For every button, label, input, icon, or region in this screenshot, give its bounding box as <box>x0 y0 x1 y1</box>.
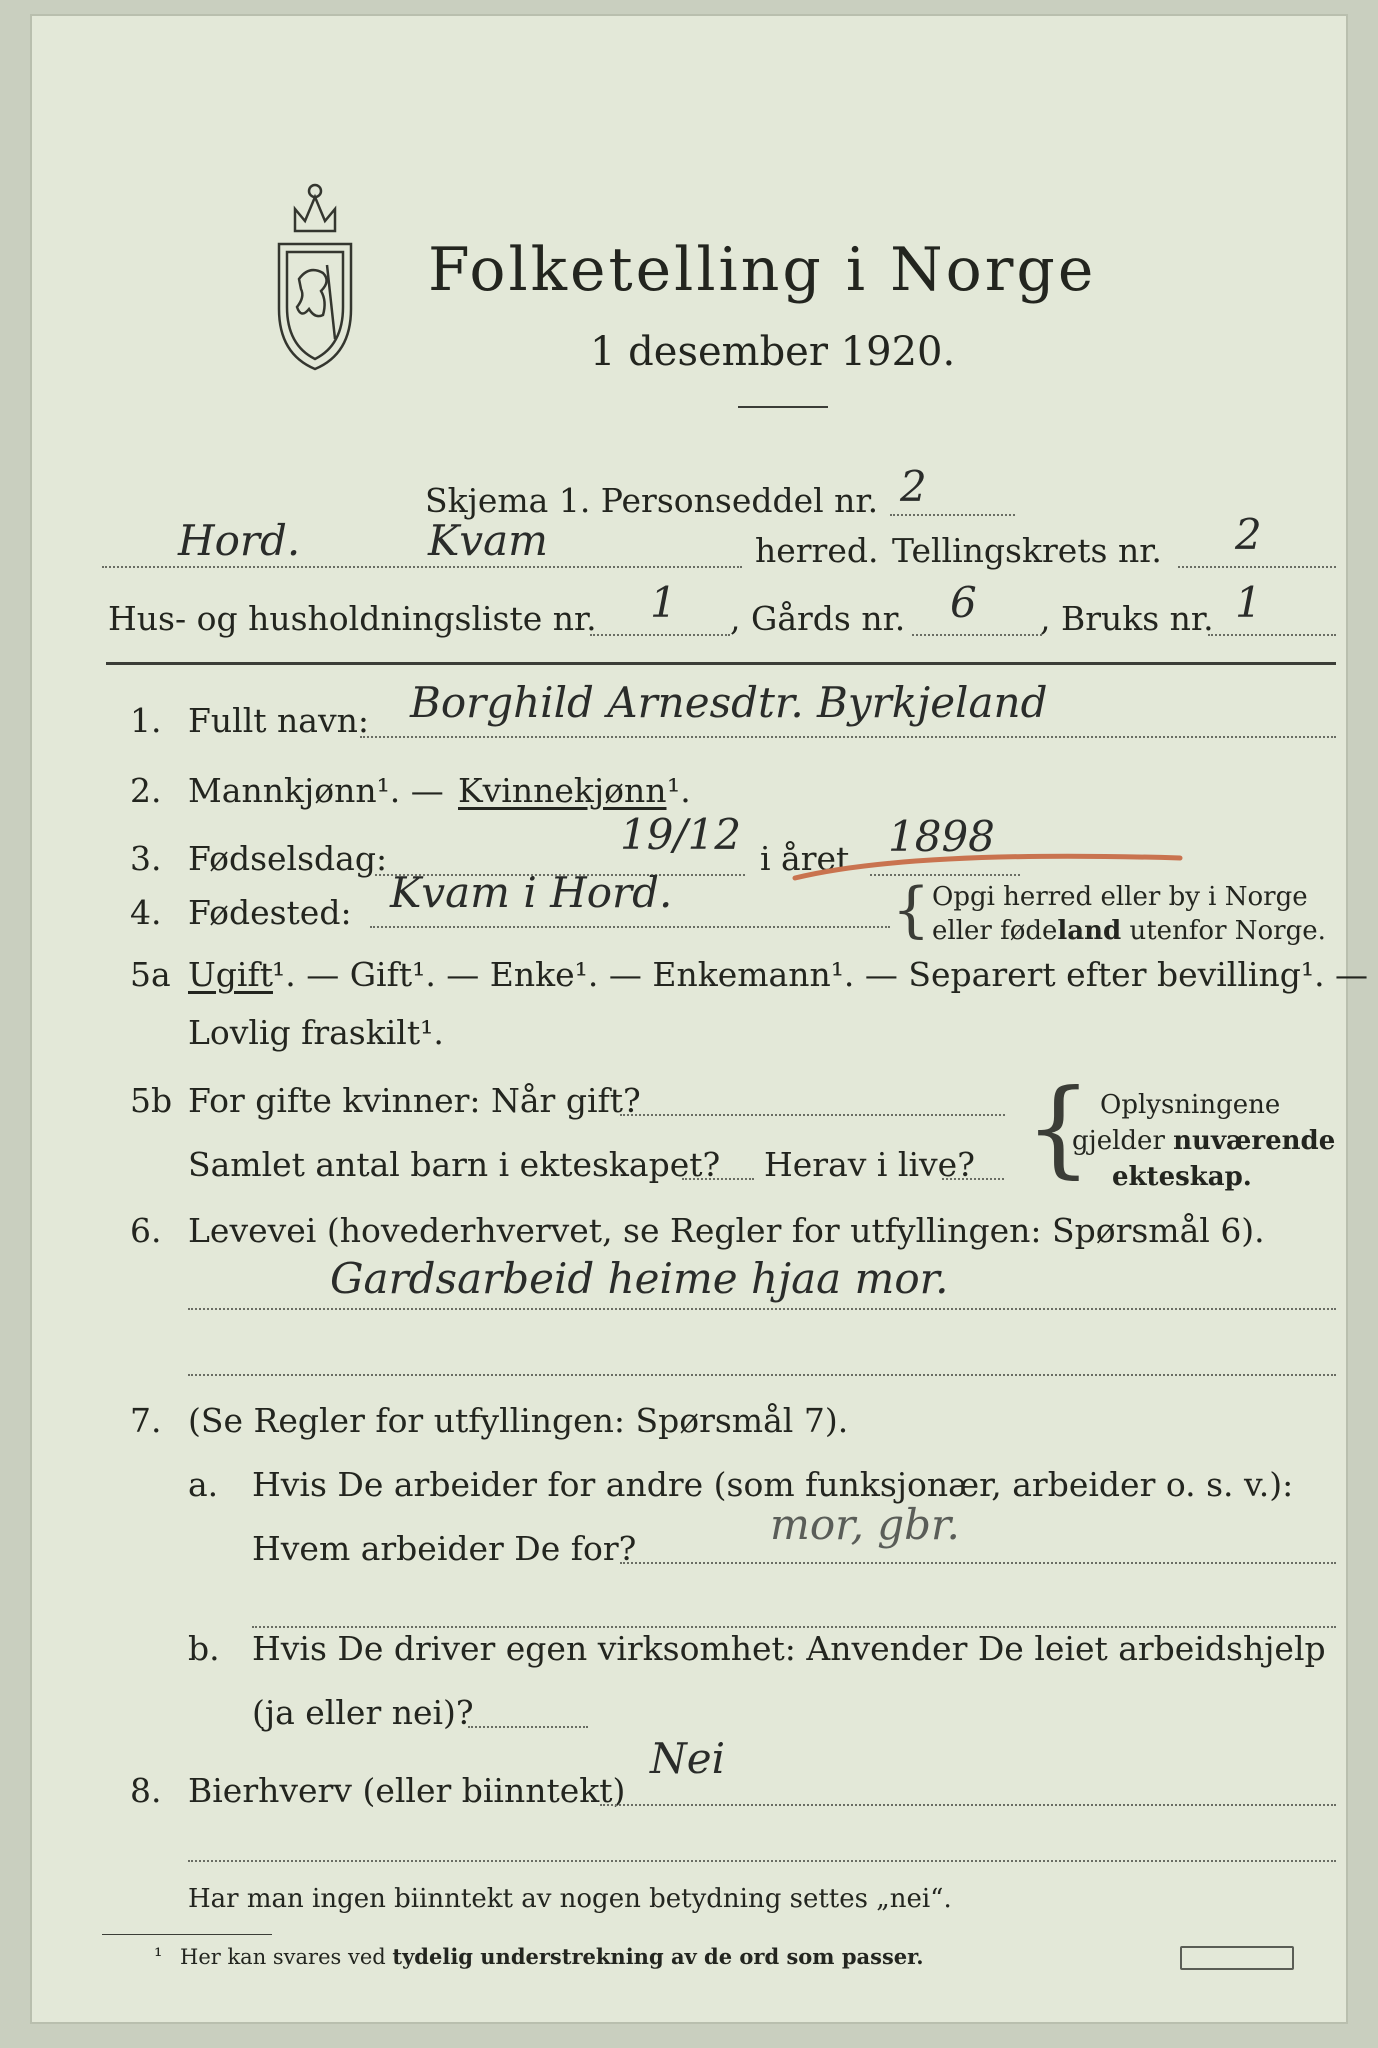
footnote-mark: ¹ <box>154 1944 163 1968</box>
q2-male-option[interactable]: Mannkjønn¹. — <box>188 771 444 810</box>
hus-line <box>590 634 730 636</box>
gards-number[interactable]: 6 <box>950 578 977 627</box>
tellingskrets-number[interactable]: 2 <box>1235 510 1262 559</box>
skjema-label: Skjema 1. Personseddel nr. <box>425 481 879 520</box>
q5b-note-line3: ekteskap. <box>1112 1162 1252 1192</box>
hus-label: Hus- og husholdningsliste nr. <box>108 599 597 638</box>
page-title: Folketelling i Norge <box>428 235 1097 305</box>
occupation-line-2 <box>188 1374 1336 1376</box>
birthplace-line <box>370 926 890 928</box>
q7-number: 7. <box>130 1401 162 1440</box>
q7b-label: Hvis De driver egen virksomhet: Anvender De leiet arbeidshjelp <box>252 1629 1326 1668</box>
q5a-number: 5a <box>130 955 171 994</box>
q2-number: 2. <box>130 771 162 810</box>
bruks-line <box>1208 634 1336 636</box>
herred-label: herred. <box>755 531 879 570</box>
personseddel-line <box>890 514 1015 516</box>
q3-number: 3. <box>130 839 162 878</box>
q4-label: Fødested: <box>188 893 352 932</box>
q7a-letter: a. <box>188 1465 219 1504</box>
q1-label: Fullt navn: <box>188 701 369 740</box>
side-income-line-2 <box>188 1860 1336 1862</box>
header-divider <box>106 662 1336 665</box>
birth-year-value[interactable]: 1898 <box>888 812 995 861</box>
q1-number: 1. <box>130 701 162 740</box>
herred-name[interactable]: Kvam <box>428 516 548 565</box>
birthday-value[interactable]: 19/12 <box>620 810 742 859</box>
q7b-letter: b. <box>188 1629 220 1668</box>
occupation-value[interactable]: Gardsarbeid heime hjaa mor. <box>330 1254 949 1303</box>
q7-label: (Se Regler for utfyllingen: Spørsmål 7). <box>188 1401 849 1440</box>
bruks-number[interactable]: 1 <box>1235 578 1262 627</box>
q8-label: Bierhverv (eller biinntekt) <box>188 1771 626 1810</box>
q7a-employer-label: Hvem arbeider De for? <box>252 1529 637 1568</box>
herred-line <box>102 566 742 568</box>
q7a-label: Hvis De arbeider for andre (som funksjonær, arbeider o. s. v.): <box>252 1465 1294 1504</box>
q5a-line2[interactable]: Lovlig fraskilt¹. <box>188 1013 444 1052</box>
gards-line <box>912 634 1042 636</box>
footnote-text: Her kan svares ved tydelig understrekning av de ord som passer. <box>180 1944 924 1969</box>
herred-county[interactable]: Hord. <box>178 516 301 565</box>
side-income-line <box>600 1804 1336 1806</box>
q5a-ugift-option[interactable]: Ugift <box>188 955 273 994</box>
employer-line-2 <box>252 1626 1336 1628</box>
no-income-note: Har man ingen biinntekt av nogen betydning settes „nei“. <box>188 1884 952 1914</box>
q7b-answer-label: (ja eller nei)? <box>252 1693 474 1732</box>
full-name-value[interactable]: Borghild Arnesdtr. Byrkjeland <box>410 678 1048 727</box>
married-date-line <box>620 1114 1005 1116</box>
own-business-line <box>468 1726 588 1728</box>
personseddel-number[interactable]: 2 <box>900 462 927 511</box>
q6-number: 6. <box>130 1211 162 1250</box>
tellingskrets-line <box>1178 566 1336 568</box>
q3-year-label: i året <box>760 839 850 878</box>
alive-line <box>942 1178 1004 1180</box>
q4-number: 4. <box>130 893 162 932</box>
census-form-sheet <box>30 14 1369 2024</box>
q5b-married-label: For gifte kvinner: Når gift? <box>188 1081 641 1120</box>
employer-line <box>620 1562 1336 1564</box>
q4-note-line2: eller fødeland utenfor Norge. <box>932 916 1326 946</box>
gards-label: , Gårds nr. <box>730 599 906 638</box>
full-name-line <box>360 736 1336 738</box>
q3-label: Fødselsdag: <box>188 839 388 878</box>
q4-note-brace: { <box>892 875 931 945</box>
q6-label: Levevei (hovederhvervet, se Regler for utfyllingen: Spørsmål 6). <box>188 1211 1265 1250</box>
q5b-note-brace: { <box>1025 1067 1092 1189</box>
q5b-children-label: Samlet antal barn i ekteskapet? <box>188 1145 721 1184</box>
q2-female-option[interactable]: Kvinnekjønn <box>458 771 667 810</box>
bruks-label: , Bruks nr. <box>1040 599 1214 638</box>
q5b-note-line2: gjelder nuværende <box>1072 1126 1336 1156</box>
q4-note-line1: Opgi herred eller by i Norge <box>932 882 1308 912</box>
q8-number: 8. <box>130 1771 162 1810</box>
q5a-options[interactable]: ¹. — Gift¹. — Enke¹. — Enkemann¹. — Separert efter bevilling¹. — <box>272 955 1369 994</box>
norwegian-coat-of-arms-icon <box>265 169 365 374</box>
census-date: 1 desember 1920. <box>590 329 956 375</box>
printer-stamp <box>1180 1946 1294 1970</box>
q5b-note-line1: Oplysningene <box>1100 1090 1281 1120</box>
footnote-divider <box>102 1934 272 1935</box>
side-income-value[interactable]: Nei <box>650 1734 726 1783</box>
q5b-alive-label: Herav i live? <box>764 1145 975 1184</box>
occupation-line <box>188 1308 1336 1310</box>
children-line <box>682 1178 754 1180</box>
employer-value[interactable]: mor, gbr. <box>770 1500 960 1549</box>
q5b-number: 5b <box>130 1081 173 1120</box>
q2-female-footnote: ¹. <box>667 771 691 810</box>
tellingskrets-label: Tellingskrets nr. <box>892 531 1162 570</box>
hus-number[interactable]: 1 <box>650 578 677 627</box>
title-divider <box>738 406 828 408</box>
birthplace-value[interactable]: Kvam i Hord. <box>390 868 673 917</box>
